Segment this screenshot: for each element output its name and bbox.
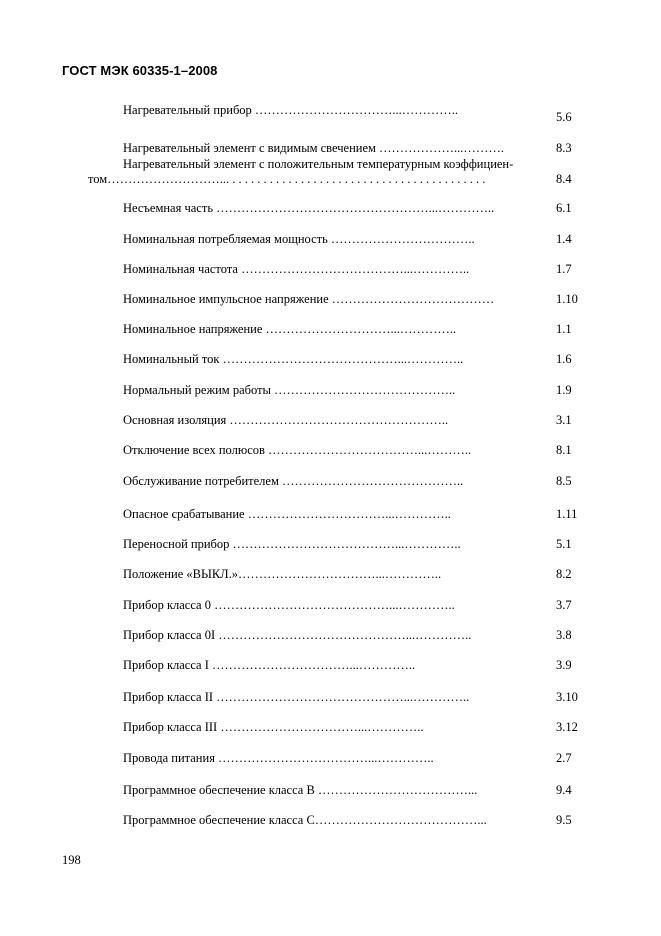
index-entry-ref: 3.12	[556, 720, 578, 734]
index-entry-text: Отключение всех полюсов ………………………………...………..	[123, 443, 472, 457]
index-entry-text: Программное обеспечение класса С…………………………………...	[123, 813, 487, 827]
index-entry-text: Программное обеспечение класса В ………………………………...	[123, 783, 478, 797]
index-entry-ref: 1.7	[556, 262, 572, 276]
index-entry-ref: 8.4	[556, 172, 572, 186]
index-entry-text-line1: Нагревательный элемент с положительным температурным коэффициен-	[123, 157, 514, 171]
index-entry-text: Номинальная потребляемая мощность ……………………………..	[123, 232, 475, 246]
index-entry-ref: 2.7	[556, 751, 572, 765]
index-entry-text: Нормальный режим работы ……………………………………..	[123, 383, 456, 397]
index-entry-ref: 8.2	[556, 567, 572, 581]
page-number: 198	[62, 853, 81, 867]
index-entry-ref: 6.1	[556, 201, 572, 215]
index-entry-ref: 5.1	[556, 537, 572, 551]
index-entry-ref: 1.10	[556, 292, 578, 306]
index-entry-ref: 3.8	[556, 628, 572, 642]
index-entry-text: Номинальное импульсное напряжение …………………………………	[123, 292, 495, 306]
index-entry-text: Основная изоляция ……………………………………………..	[123, 413, 449, 427]
index-entry-text: Провода питания ………………………………...…………..	[123, 751, 434, 765]
index-entry-text: Положение «ВЫКЛ.»……………………………...…………..	[123, 567, 442, 581]
index-entry-text: Номинальное напряжение …………………………...…………..	[123, 322, 457, 336]
index-entry-text: Обслуживание потребителем ……………………………………..	[123, 474, 464, 488]
index-entry-ref: 8.1	[556, 443, 572, 457]
index-entry-ref: 1.1	[556, 322, 572, 336]
index-entry-text: Прибор класса II ………………………………………...…………..	[123, 690, 470, 704]
index-entry-text: Переносной прибор …………………………………...…………..	[123, 537, 461, 551]
index-entry-ref: 1.6	[556, 352, 572, 366]
index-entry-ref: 3.9	[556, 658, 572, 672]
index-entry-text: Прибор класса 0I ………………………………………...…………..	[123, 628, 472, 642]
index-entry-text: Нагревательный прибор ……………………………...…………..	[123, 103, 459, 117]
index-entry-ref: 9.4	[556, 783, 572, 797]
index-entry-text: Номинальный ток ……………………………………...…………..	[123, 352, 464, 366]
index-entry-ref: 8.5	[556, 474, 572, 488]
index-entry-ref: 3.10	[556, 690, 578, 704]
index-entry-ref: 3.7	[556, 598, 572, 612]
index-entry-ref: 9.5	[556, 813, 572, 827]
index-entry-ref: 1.4	[556, 232, 572, 246]
index-entry-ref: 1.9	[556, 383, 572, 397]
index-entry-text: Нагревательный элемент с видимым свечением ………………...……….	[123, 141, 505, 155]
index-entry-ref: 3.1	[556, 413, 572, 427]
index-entry-text: Номинальная частота …………………………………...…………..	[123, 262, 470, 276]
index-entry-text: Несъемная часть ……………………………………………...…………..	[123, 201, 495, 215]
index-entry-ref: 8.3	[556, 141, 572, 155]
index-entry-text: Прибор класса 0 ……………………………………...…………..	[123, 598, 455, 612]
index-entry-text: Прибор класса III ……………………………...…………..	[123, 720, 424, 734]
index-entry-ref: 1.11	[556, 507, 578, 521]
index-entry-text: Опасное срабатывание ……………………………...…………..	[123, 507, 451, 521]
document-header: ГОСТ МЭК 60335-1–2008	[62, 63, 218, 78]
index-entry-ref: 5.6	[556, 110, 572, 124]
index-entry-text-line2: том………………………... . . . . . . . . . . . . . . . . . . . . . . . . . . . . . . . . . . . . . . . . .	[88, 172, 486, 186]
index-entry-text: Прибор класса I ……………………………...…………..	[123, 658, 416, 672]
